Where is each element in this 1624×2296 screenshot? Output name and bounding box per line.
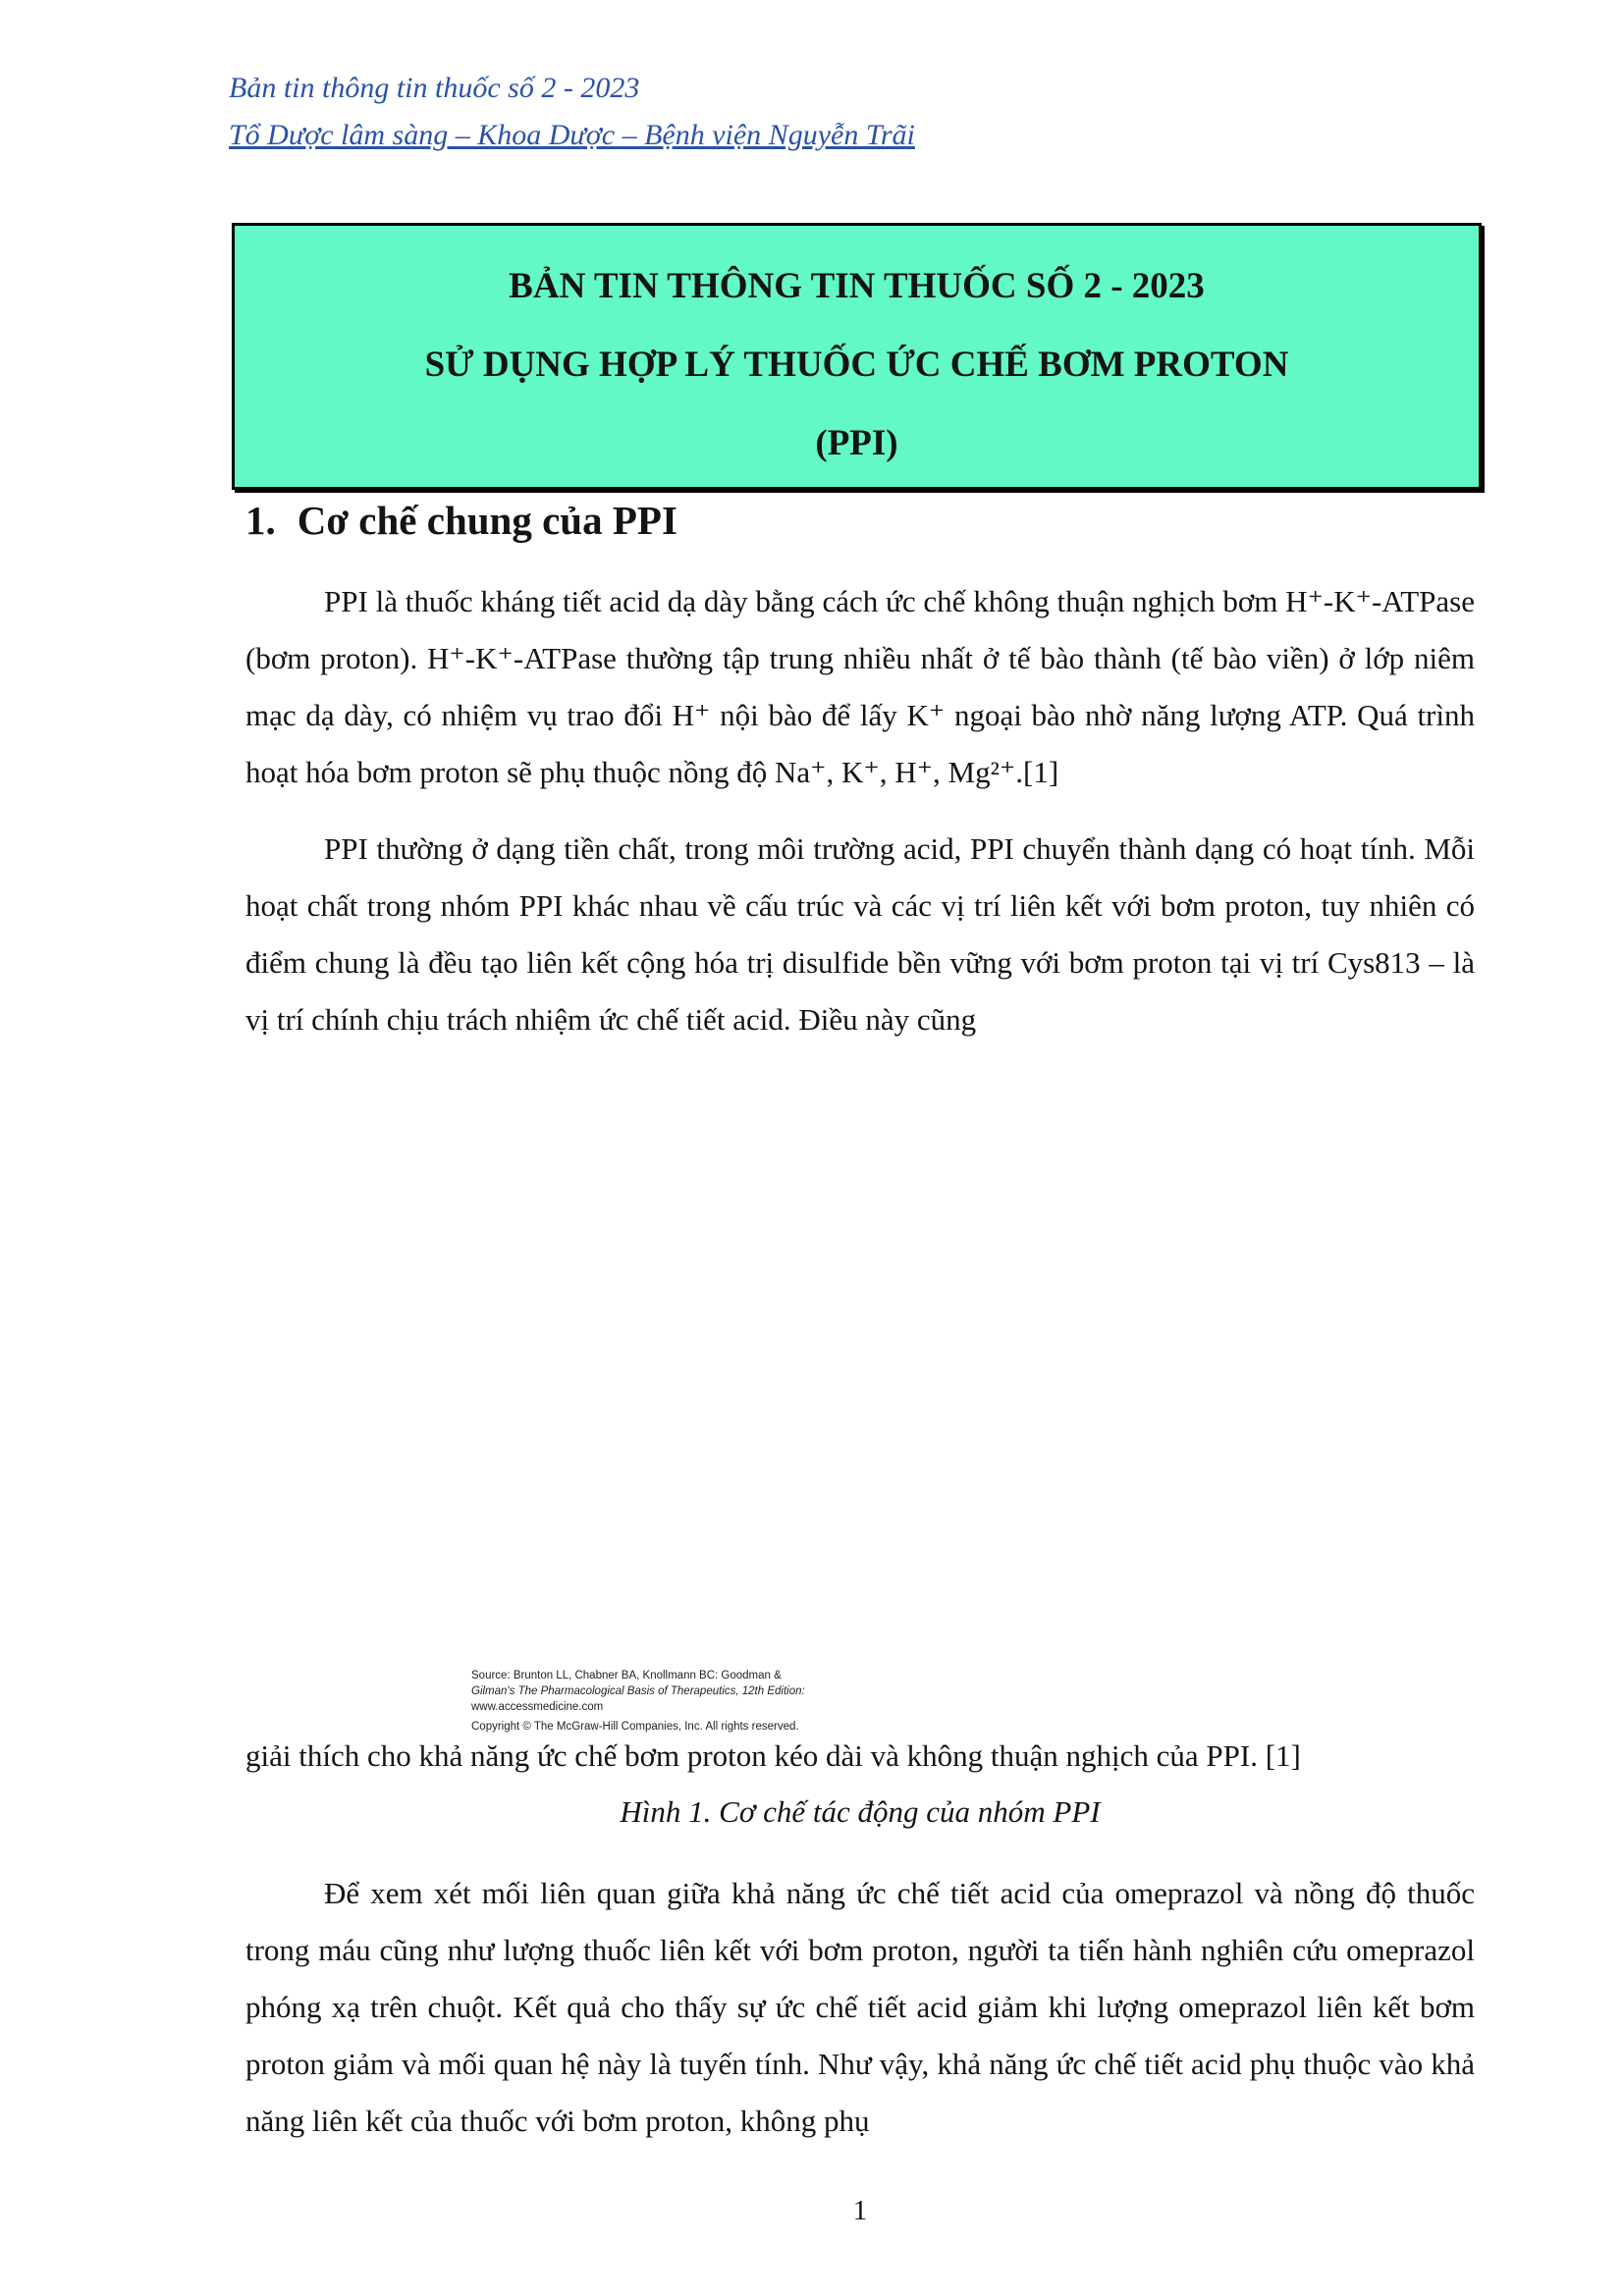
after-figure-text: giải thích cho khả năng ức chế bơm proton kéo dài và không thuận nghịch của PPI. [1]	[245, 1738, 1301, 1773]
figure-caption: Hình 1. Cơ chế tác động của nhóm PPI	[620, 1794, 1101, 1829]
paragraph-1: PPI là thuốc kháng tiết acid dạ dày bằng cách ức chế không thuận nghịch bơm H⁺-K⁺-ATPase (bơm proton). H⁺-K⁺-ATPase thường tập trung nhiều nhất ở tế bào thành (tế bào viền) ở lớp niêm mạc dạ dày, có nhiệm vụ trao đổi H⁺ nội bào để lấy K⁺ ngoại bào nhờ năng lượng ATP. Quá trình hoạt hóa bơm proton sẽ phụ thuộc nồng độ Na⁺, K⁺, H⁺, Mg²⁺.[1]	[245, 584, 1475, 789]
source-line: Source: Brunton LL, Chabner BA, Knollmann BC: Goodman &	[471, 1670, 782, 1682]
department-header-line: Tổ Dược lâm sàng – Khoa Dược – Bệnh viện Nguyễn Trãi	[229, 119, 915, 151]
paragraph-2: PPI thường ở dạng tiền chất, trong môi trường acid, PPI chuyển thành dạng có hoạt tính. Mỗi hoạt chất trong nhóm PPI khác nhau về cấu trúc và các vị trí liên kết với bơm proton, tuy nhiên có điểm chung là đều tạo liên kết cộng hóa trị disulfide bền vững với bơm proton tại vị trí Cys813 – là vị trí chính chịu trách nhiệm ức chế tiết acid. Điều này cũng	[245, 831, 1475, 1037]
figure-source-attribution	[471, 1668, 844, 1735]
title-box-line1: BẢN TIN THÔNG TIN THUỐC SỐ 2 - 2023	[509, 266, 1205, 306]
page-number: 1	[852, 2195, 868, 2226]
section-number: 1.	[245, 498, 276, 543]
paragraph-3: Để xem xét mối liên quan giữa khả năng ức chế tiết acid của omeprazol và nồng độ thuốc trong máu cũng như lượng thuốc liên kết với bơm proton, người ta tiến hành nghiên cứu omeprazol phóng xạ trên chuột. Kết quả cho thấy sự ức chế tiết acid giảm khi lượng omeprazol liên kết bơm proton giảm và mối quan hệ này là tuyến tính. Như vậy, khả năng ức chế tiết acid phụ thuộc vào khả năng liên kết của thuốc với bơm proton, không phụ	[245, 1876, 1475, 2138]
title-box	[232, 223, 1482, 490]
figure-1	[452, 1021, 1375, 1728]
section-heading	[245, 497, 677, 544]
newsletter-header-line: Bản tin thông tin thuốc số 2 - 2023	[229, 72, 640, 104]
source-line: Gilman's The Pharmacological Basis of Therapeutics, 12th Edition:	[471, 1685, 805, 1697]
title-box-line2: SỬ DỤNG HỢP LÝ THUỐC ỨC CHẾ BƠM PROTON	[424, 345, 1289, 385]
copyright-line: Copyright © The McGraw-Hill Companies, Inc. All rights reserved.	[471, 1721, 799, 1733]
title-box-line3: (PPI)	[815, 423, 898, 463]
page-header	[229, 65, 915, 159]
section-title: Cơ chế chung của PPI	[297, 498, 677, 543]
acid-secretion-diagram	[452, 1021, 1375, 1728]
source-line: www.accessmedicine.com	[471, 1701, 604, 1713]
